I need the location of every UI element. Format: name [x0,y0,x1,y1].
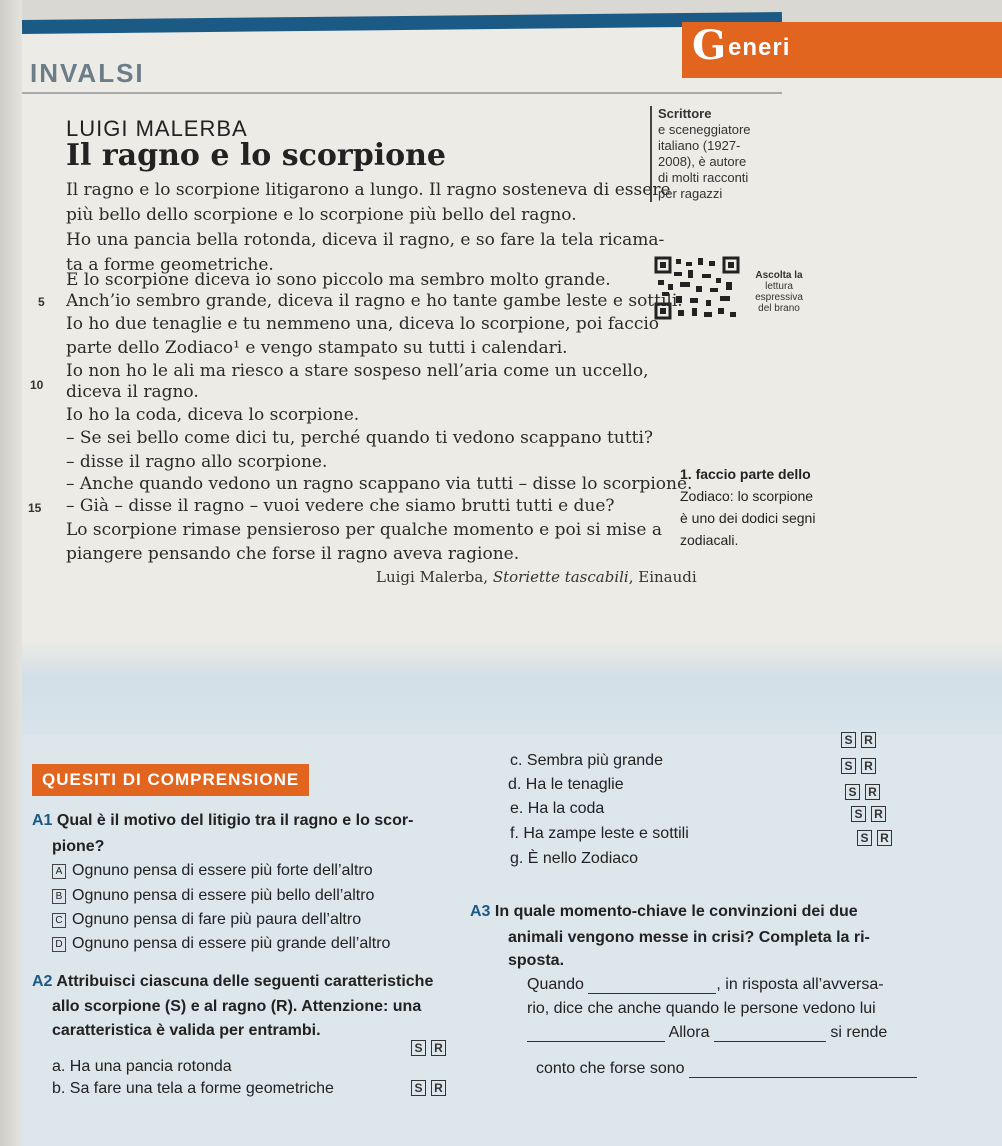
page-edge [0,0,22,1146]
story-line: Io ho la coda, diceva lo scorpione. [66,405,360,425]
credit-work: Storiette tascabili [492,568,629,586]
story-line: Io non ho le ali ma riesco a stare sospeso nell’aria come un uccello, [66,361,649,381]
section-tab-label: eneri [728,34,791,61]
a2-text-cont: allo scorpione (S) e al ragno (R). Attenzione: una [52,998,422,1015]
s-box[interactable]: S [845,784,860,800]
credit-publisher: , Einaudi [628,568,697,586]
author-name: LUIGI MALERBA [66,116,248,141]
a1-option[interactable] [52,862,373,880]
option-letter: C [52,913,66,928]
story-line: Ho una pancia bella rotonda, diceva il ragno, e so fare la tela ricama- [66,230,665,250]
sidebar-line: di molti racconti [658,170,749,185]
a3-fill-word: Allora [668,1024,710,1041]
a2-item: e. Ha la coda [510,800,605,817]
a1-text: Qual è il motivo del litigio tra il ragno e lo scor- [56,812,414,829]
a2-item: d. Ha le tenaglie [508,776,624,793]
r-box[interactable]: R [877,830,892,846]
r-box[interactable]: R [865,784,880,800]
option-text: Ognuno pensa di fare più paura dell’altro [72,911,362,928]
sidebar-line: Scrittore [658,106,712,121]
page-title: Il ragno e lo scorpione [66,138,446,173]
story-line: Io ho due tenaglie e tu nemmeno una, diceva lo scorpione, poi faccio [66,314,660,334]
s-box[interactable]: S [841,732,856,748]
s-box[interactable]: S [841,758,856,774]
s-box[interactable]: S [857,830,872,846]
a1-text-cont: pione? [52,838,105,855]
option-text: Ognuno pensa di essere più forte dell’altro [72,862,373,879]
a2-item: f. Ha zampe leste e sottili [510,825,689,842]
option-letter: B [52,889,66,904]
header-divider [22,92,782,94]
option-letter: D [52,937,66,952]
footnote-line: 1. faccio parte dello [680,466,811,482]
a1-option[interactable] [52,911,361,929]
line-number: 10 [30,378,44,392]
story-line: ta a forme geometriche. [66,255,274,275]
sr-choice[interactable] [836,732,876,748]
a2-text: Attribuisci ciascuna delle seguenti caratteristiche [56,973,434,990]
a3-text-cont: sposta. [508,952,565,969]
a3-fill-line [536,1060,917,1078]
sr-choice[interactable] [840,784,880,800]
r-box[interactable]: R [861,758,876,774]
option-letter: A [52,864,66,879]
story-line: Il ragno e lo scorpione litigarono a lungo. Il ragno sosteneva di essere [66,180,671,200]
a3-fill-line [527,976,884,994]
story-line: più bello dello scorpione e lo scorpione più bello del ragno. [66,205,577,225]
r-box[interactable]: R [861,732,876,748]
a3-text-cont: animali vengono messe in crisi? Completa la ri- [508,929,870,946]
answer-blank[interactable] [588,977,716,994]
qr-label-line: del brano [758,303,800,314]
qr-label-line: lettura [765,281,793,292]
credit-author: Luigi Malerba, [376,568,493,586]
answer-blank[interactable] [527,1025,665,1042]
invalsi-logo: INVALSI [30,58,145,88]
story-line: – disse il ragno allo scorpione. [66,452,328,472]
a1-number: A1 [32,812,53,829]
a1-option[interactable] [52,887,374,905]
a2-question [32,973,433,991]
story-line: – Già – disse il ragno – vuoi vedere che siamo brutti tutti e due? [66,496,615,516]
a2-item: a. Ha una pancia rotonda [52,1058,232,1075]
qr-label-line: espressiva [755,292,803,303]
a2-item: c. Sembra più grande [510,752,663,769]
a2-item: b. Sa fare una tela a forme geometriche [52,1080,334,1097]
a3-fill-word: , in risposta all’avversa- [716,976,884,993]
r-box[interactable]: R [871,806,886,822]
a2-text-cont: caratteristica è valida per entrambi. [52,1022,321,1039]
story-line: – Se sei bello come dici tu, perché quando ti vedono scappano tutti? [66,428,654,448]
s-box[interactable]: S [411,1080,426,1096]
a3-text: In quale momento-chiave le convinzioni dei due [494,903,858,920]
s-box[interactable]: S [851,806,866,822]
sidebar-line: e sceneggiatore [658,122,751,137]
section-tab [682,22,1002,78]
a3-fill-word: conto che forse sono [536,1060,685,1077]
sr-choice[interactable] [852,830,892,846]
sr-choice[interactable] [836,758,876,774]
sr-choice[interactable] [406,1080,446,1096]
r-box[interactable]: R [431,1040,446,1056]
a3-fill-word: si rende [830,1024,888,1041]
qr-label-line: Ascolta la [755,270,803,281]
a3-question [470,903,858,921]
questions-background [22,640,1002,735]
line-number: 5 [38,295,45,309]
sr-choice[interactable] [846,806,886,822]
a3-fill-word: Quando [527,976,584,993]
story-line: E lo scorpione diceva io sono piccolo ma sembro molto grande. [66,270,611,290]
footnote [680,463,1000,551]
footnote-line: è uno dei dodici segni [680,510,816,526]
a3-number: A3 [470,903,491,920]
story-line: parte dello Zodiaco¹ e vengo stampato su tutti i calendari. [66,338,568,358]
sidebar-line: per ragazzi [658,186,723,201]
a3-fill-line [527,1024,887,1042]
line-number: 15 [28,501,42,515]
story-line: Anch’io sembro grande, diceva il ragno e ho tante gambe leste e sottili. [66,291,683,311]
story-line: diceva il ragno. [66,382,199,402]
story-line: piangere pensando che forse il ragno aveva ragione. [66,544,520,564]
option-text: Ognuno pensa di essere più bello dell’altro [72,887,375,904]
a3-fill-line: rio, dice che anche quando le persone vedono lui [527,1000,876,1017]
a2-number: A2 [32,973,53,990]
option-text: Ognuno pensa di essere più grande dell’altro [72,935,391,952]
a1-option[interactable] [52,935,390,953]
sr-choice[interactable] [406,1040,446,1056]
answer-blank[interactable] [714,1025,826,1042]
qr-label [748,270,810,314]
questions-section-title: QUESITI DI COMPRENSIONE [32,764,309,796]
story-line: – Anche quando vedono un ragno scappano via tutti – disse lo scorpione. [66,474,693,494]
sidebar-line: 2008), è autore [658,154,747,169]
answer-blank[interactable] [689,1061,917,1078]
story-line: Lo scorpione rimase pensieroso per qualche momento e poi si mise a [66,520,662,540]
r-box[interactable]: R [431,1080,446,1096]
s-box[interactable]: S [411,1040,426,1056]
sidebar-line: italiano (1927- [658,138,741,153]
footnote-line: zodiacali. [680,532,739,548]
a1-question [32,812,413,830]
a2-item: g. È nello Zodiaco [510,850,639,867]
section-initial: G [692,22,727,69]
source-credit [376,568,697,586]
author-sidebar [650,106,788,202]
footnote-line: Zodiaco: lo scorpione [680,488,814,504]
